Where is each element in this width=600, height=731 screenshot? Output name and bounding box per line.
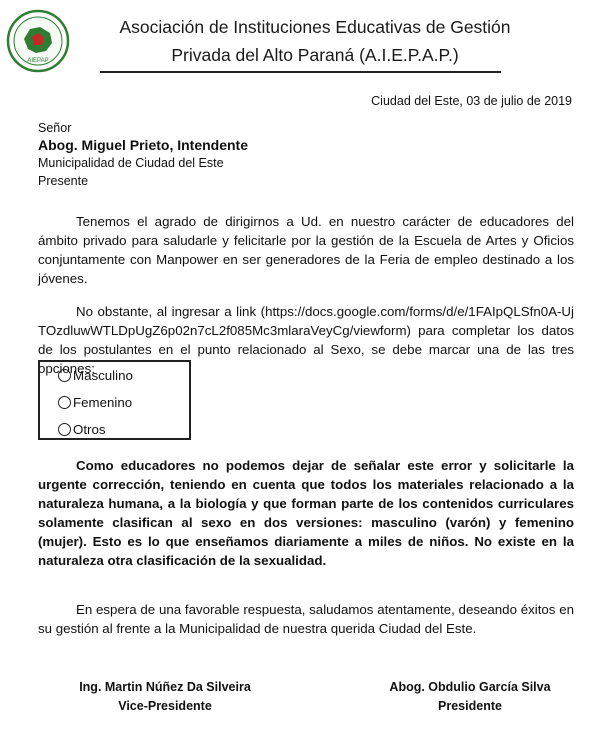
option-label: Masculino xyxy=(73,368,133,383)
google-form-link[interactable]: https://docs.google.com/forms/d/e/1FAIpQLSfn0A-UjTOzdluwWTLDpUgZ6p02n7cL2f085Mc3mlaraVeyCg/viewform xyxy=(38,304,574,338)
option-masculino xyxy=(58,368,133,383)
option-label: Otros xyxy=(73,422,106,437)
signature-name: Abog. Obdulio García Silva xyxy=(389,680,551,694)
sex-options-box xyxy=(38,360,191,440)
paragraph-link-before: No obstante, al ingresar a link ( xyxy=(76,304,266,319)
option-otros xyxy=(58,422,106,437)
signature-president xyxy=(355,678,585,716)
option-label: Femenino xyxy=(73,395,133,410)
aiepap-logo xyxy=(6,9,70,73)
radio-circle-icon xyxy=(58,369,71,382)
radio-circle-icon xyxy=(58,423,71,436)
letter-date: Ciudad del Este, 03 de julio de 2019 xyxy=(371,94,572,108)
radio-circle-icon xyxy=(58,396,71,409)
recipient-institution: Municipalidad de Ciudad del Este xyxy=(38,156,224,170)
paragraph-greeting: Tenemos el agrado de dirigirnos a Ud. en nuestro carácter de educadores del ámbito privado para saludarle y felicitarle por la gestión de la Escuela de Artes y Oficios conjuntamente con Manpower en ser generadores de la Feria de empleo destinado a los jóvenes. xyxy=(38,214,574,286)
svg-text:AIEPAP: AIEPAP xyxy=(27,58,49,64)
signature-title: Presidente xyxy=(438,699,502,713)
recipient-name: Abog. Miguel Prieto, Intendente xyxy=(38,137,248,153)
org-name-line2: Privada del Alto Paraná (A.I.E.P.A.P.) xyxy=(171,45,459,65)
header-rule xyxy=(100,71,501,73)
signature-title: Vice-Presidente xyxy=(118,699,212,713)
paragraph-closing: En espera de una favorable respuesta, saludamos atentamente, deseando éxitos en su gestión al frente a la Municipalidad de nuestra querida Ciudad del Este. xyxy=(38,602,574,636)
option-femenino xyxy=(58,395,132,410)
signature-vice-president xyxy=(50,678,280,716)
paragraph-link-after: ) para completar los datos de los postulantes en el punto relacionado al Sexo, se debe marcar una de las tres opciones: xyxy=(38,323,574,376)
paragraph-objection: Como educadores no podemos dejar de señalar este error y solicitarle la urgente corrección, teniendo en cuenta que todos los materiales relacionado a la naturaleza humana, a la biología y que forman parte de los contenidos curriculares solamente clasifican al sexo en dos versiones: masculino (varón) y femenino (mujer). Esto es lo que enseñamos diariamente a miles de niños. No existe en la naturaleza otra clasificación de la sexualidad. xyxy=(38,458,574,568)
org-name-line1: Asociación de Instituciones Educativas de Gestión xyxy=(119,17,511,37)
presente-text: Presente xyxy=(38,174,89,188)
signature-name: Ing. Martin Núñez Da Silveira xyxy=(79,680,251,694)
salutation: Señor xyxy=(38,121,72,135)
